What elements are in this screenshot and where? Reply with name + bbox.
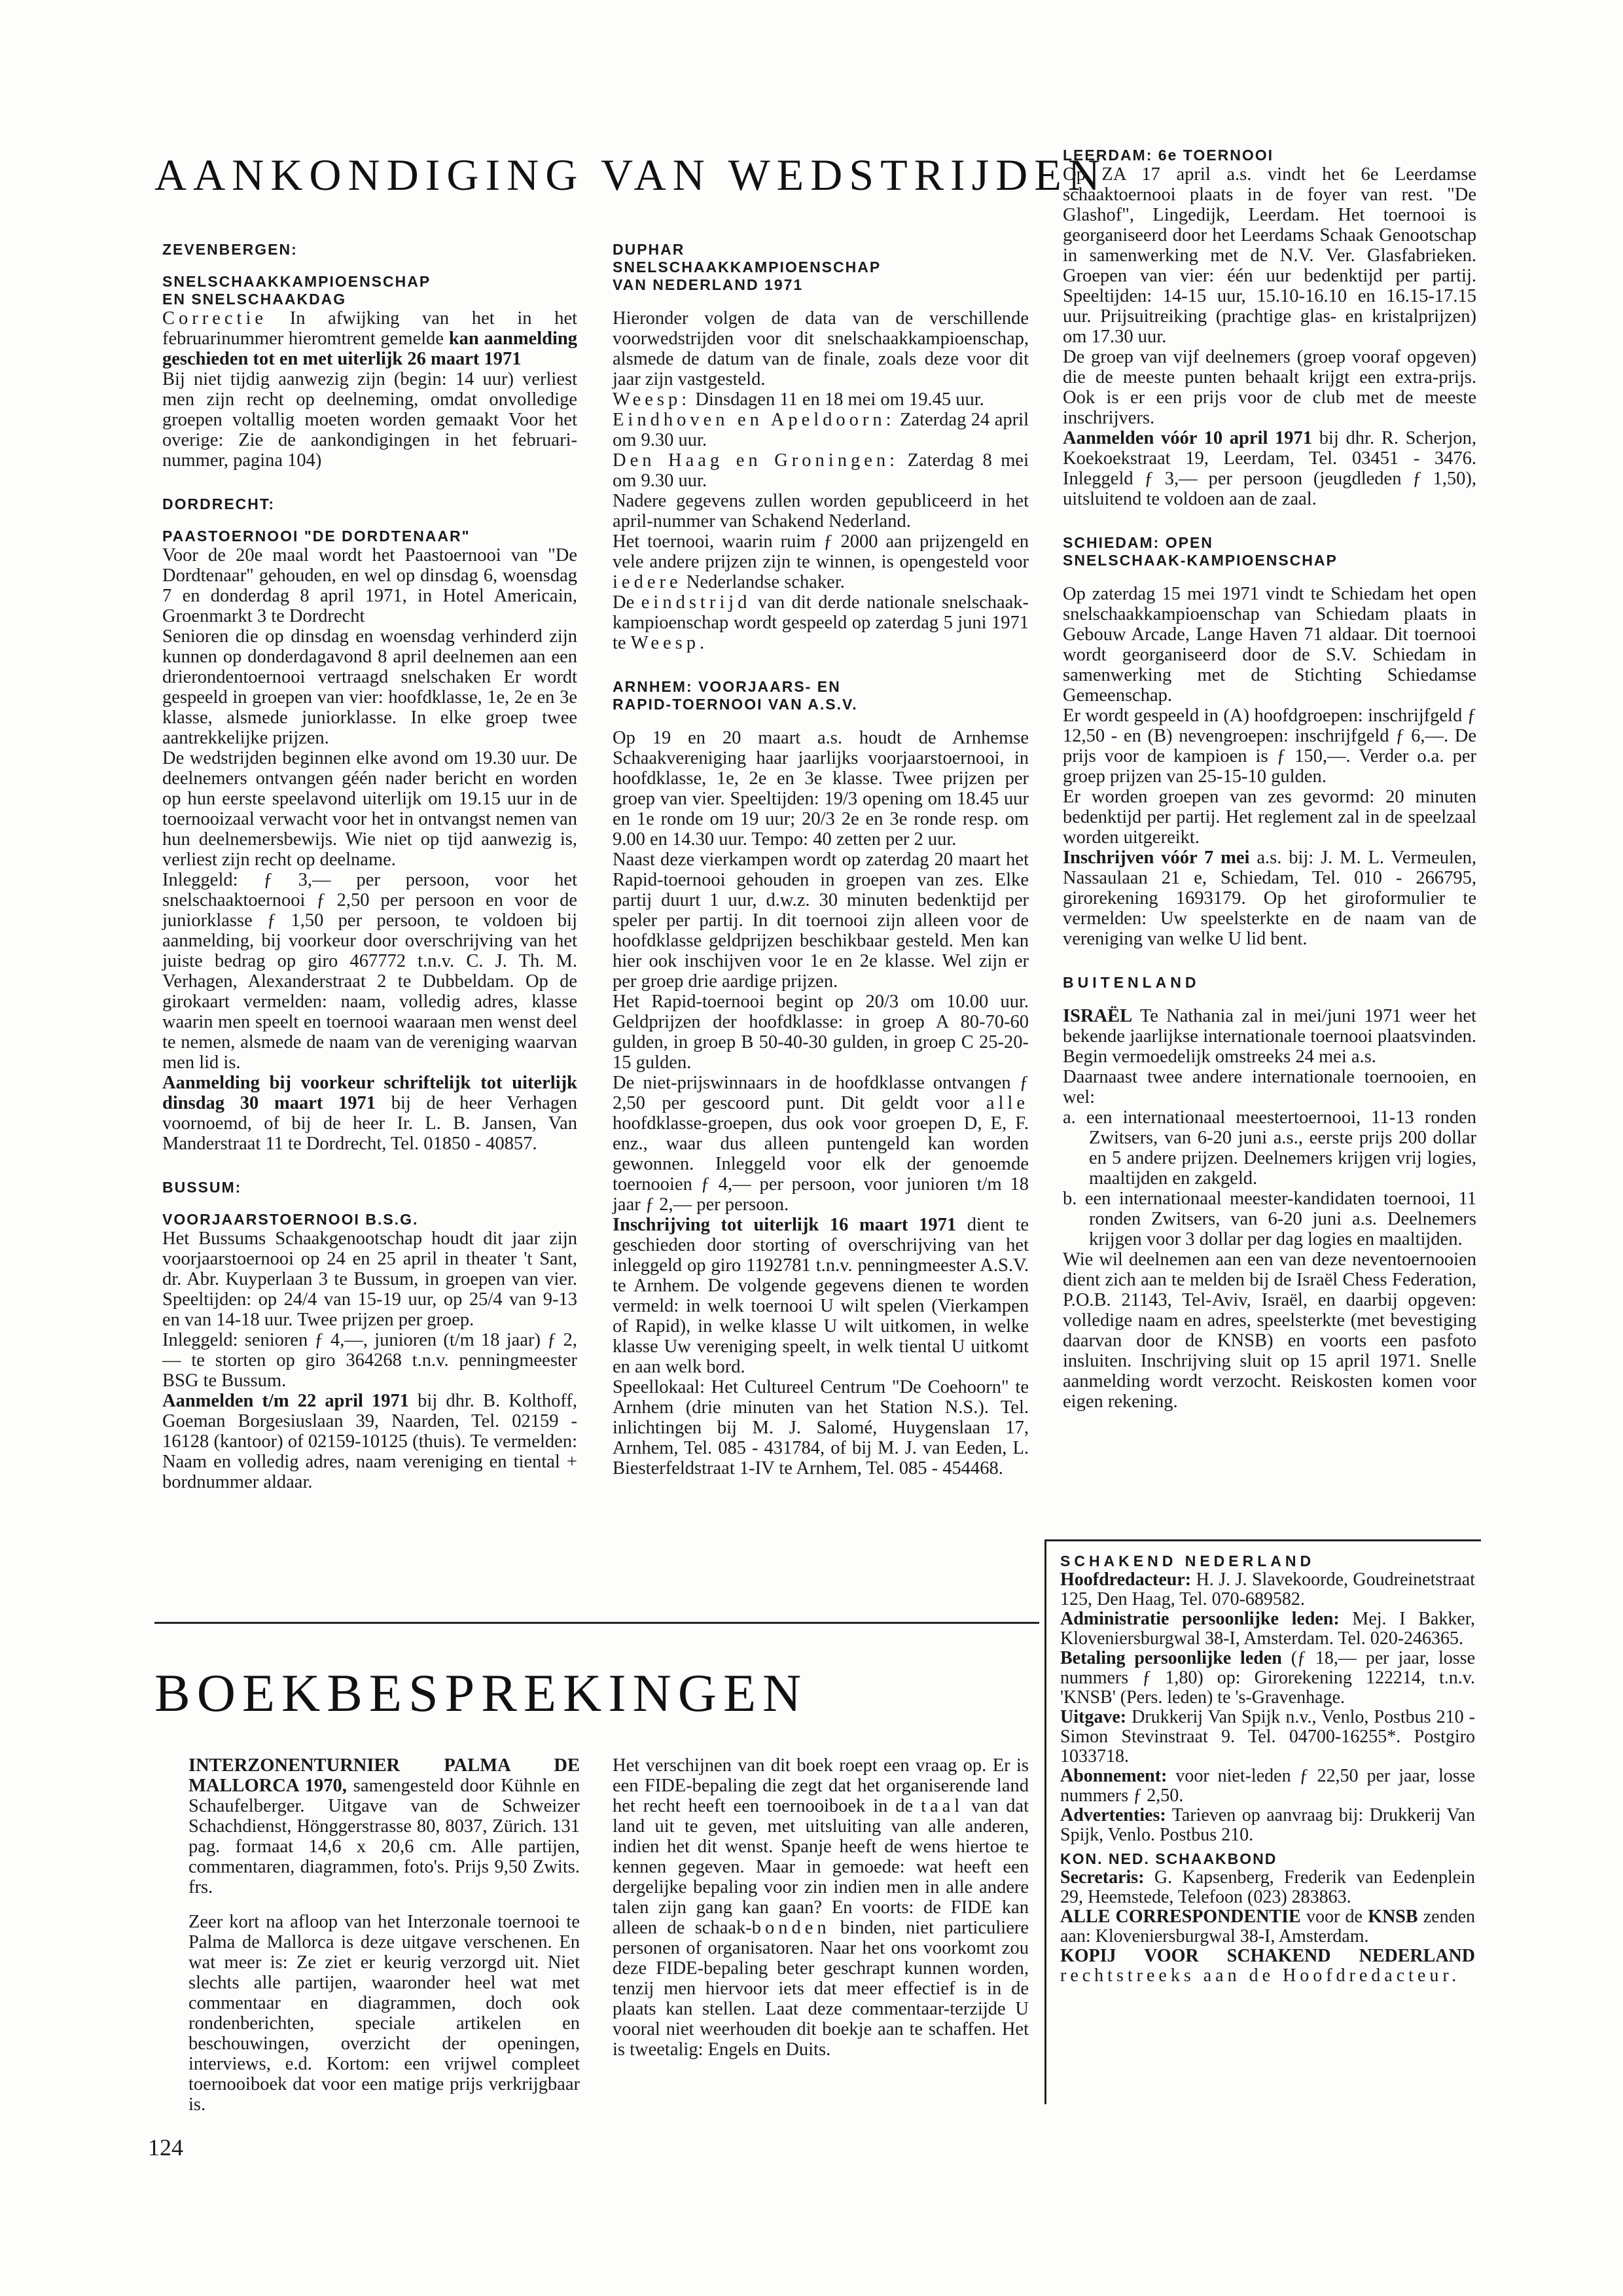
israel-p1: ISRAËL Te Nathania zal in mei/juni 1971 weer het bekende jaarlijkse internationale toernooi plaatsvinden. Begin vermoedelijk omstreeks 24 mei a.s. [1063,1006,1476,1067]
dordrecht-p4: Inleggeld: ƒ 3,— per persoon, voor het snelschaaktoernooi ƒ 2,50 per persoon en voor de juniorklasse ƒ 1,50 per persoon, te voldoen bij aanmelding, bij voorkeur door overschrijving van het juiste bedrag op giro 467772 t.n.v. C. J. Th. M. Verhagen, Alexanderstraat 2 te Dubbeldam. Op de girokaart vermelden: naam, volledig adres, klasse waarin men speelt en toernooi waaraan men wenst deel te nemen, alsmede de naam van de vereniging waarvan men lid is. [162,870,577,1073]
duphar-weesp: Weesp: Dinsdagen 11 en 18 mei om 19.45 uur. [613,389,984,410]
arnhem-p1: Op 19 en 20 maart a.s. houdt de Arnhemse Schaakvereniging haar jaarlijks voorjaarstoernooi, in hoofdklasse, 1e, 2e en 3e klasse. Twee prijzen per groep van vier. Speeltijden: 19/3 opening om 18.45 uur en 1e ronde om 19 uur; 20/3 2e en 3e ronde resp. om 9.00 en 14.30 uur. Tempo: 40 zetten per 2 uur. [613,728,1029,850]
schiedam-title-2: SNELSCHAAK-KAMPIOENSCHAP [1063,552,1338,569]
dordrecht-title: DORDRECHT: [162,495,276,512]
colophon [1060,1552,1475,1986]
schiedam-p4: Inschrijven vóór 7 mei a.s. bij: J. M. L. Vermeulen, Nassaulaan 21 e, Schiedam, Tel. 010 - 266795, girorekening 1693179. Op het giroformulier te vermelden: Uw speelsterkte en de naam van de vereniging van welke U lid bent. [1063,848,1476,949]
book-intro: INTERZONENTURNIER PALMA DE MALLORCA 1970, samengesteld door Kühnle en Schaufelberger. Uitgave van de Schweizer Schachdienst, Hönggerstrasse 80, 8037, Zürich. 131 pag. formaat 14,6 x 20,6 cm. Alle partijen, commentaren, diagrammen, foto's. Prijs 9,50 Zwits. frs. [188,1755,580,1897]
duphar-p2: Nadere gegevens zullen worden gepubliceerd in het april-nummer van Schakend Nederland. [613,491,1029,531]
zevenbergen-p2: Bij niet tijdig aanwezig zijn (begin: 14 uur) verliest men zijn recht op deelneming, omdat onvolledige groepen voltallig moeten worden gemaakt Voor het overige: Zie de aankondigingen in het februari-nummer, pagina 104) [162,369,577,471]
dordrecht-p3: De wedstrijden beginnen elke avond om 19.30 uur. De deelnemers ontvangen géén nader bericht en worden op hun eerste speelavond uiterlijk om 19.15 uur in de toernooizaal verwacht voor het in ontvangst nemen van hun deelnemersbewijs. Wie niet op tijd aanwezig is, verliest zijn recht op deelname. [162,748,577,870]
leerdam-p1: Op ZA 17 april a.s. vindt het 6e Leerdamse schaaktoernooi plaats in de foyer van rest. "De Glashof", Lingedijk, Leerdam. Het toernooi is georganiseerd door het Leerdams Schaak Genootschap in samenwerking met de N.V. Ver. Glasfabrieken. Groepen van vier: één uur bedenktijd per partij. Speeltijden: 14-15 uur, 15.10-16.10 en 16.15-17.15 uur. Prijsuitreiking (prachtige glas- en kristalprijzen) om 17.30 uur. [1063,164,1476,347]
dordrecht-p5: Aanmelding bij voorkeur schriftelijk tot uiterlijk dinsdag 30 maart 1971 bij de heer Verhagen voornoemd, of bij de heer Ir. L. B. Jansen, Van Manderstraat 11 te Dordrecht, Tel. 01850 - 40857. [162,1073,577,1154]
books-column-1 [188,1755,580,2115]
colophon-hoofdredacteur: Hoofdredacteur: H. J. J. Slavekoorde, Goudreinetstraat 125, Den Haag, Tel. 070-689582. [1060,1570,1475,1609]
arnhem-title-1: ARNHEM: VOORJAARS- EN [613,678,841,695]
arnhem-p3: Het Rapid-toernooi begint op 20/3 om 10.00 uur. Geldprijzen der hoofdklasse: in groep A 80-70-60 gulden, in groep B 50-40-30 gulden, in groep C 25-20-15 gulden. [613,992,1029,1073]
zevenbergen-title: ZEVENBERGEN: [162,241,298,258]
arnhem-p4: De niet-prijswinnaars in de hoofdklasse ontvangen ƒ 2,50 per gescoord punt. Dit geldt voor alle hoofdklasse-groepen, dus ook voor groepen D, E, F. enz., waar dus alleen puntengeld kan worden gewonnen. Inleggeld voor elk der genoemde toernooien ƒ 4,— per persoon, voor junioren t/m 18 jaar ƒ 2,— per persoon. [613,1073,1029,1215]
schiedam-title-1: SCHIEDAM: OPEN [1063,534,1213,551]
bussum-p1: Het Bussums Schaakgenootschap houdt dit jaar zijn voorjaarstoernooi op 24 en 25 april in theater 't Sant, dr. Abr. Kuyperlaan 3 te Bussum, in groepen van vier. Speeltijden: op 24/4 van 15-19 uur, op 25/4 van 9-13 en van 14-18 uur. Twee prijzen per groep. [162,1229,577,1330]
bussum-p2: Inleggeld: senioren ƒ 4,—, junioren (t/m 18 jaar) ƒ 2,— te storten op giro 364268 t.n.v. penningmeester BSG te Bussum. [162,1330,577,1391]
israel-p3: Wie wil deelnemen aan een van deze neventoernooien dient zich aan te melden bij de Israël Chess Federation, P.O.B. 21143, Tel-Aviv, Israël, en daarbij opgeven: volledige naam en adres, speelsterkte (met bevestiging daarvan door de KNSB) en voorts een pasfoto insluiten. Inschrijving sluit op 15 april 1971. Snelle aanmelding wordt verzocht. Reiskosten komen voor eigen rekening. [1063,1249,1476,1412]
israel-p2: Daarnaast twee andere internationale toernooien, en wel: [1063,1067,1476,1107]
section-divider [154,1622,1039,1624]
books-heading: BOEKBESPREKINGEN [154,1663,808,1723]
colophon-correspondentie: ALLE CORRESPONDENTIE voor de KNSB zenden aan: Kloveniersburgwal 38-I, Amsterdam. [1060,1907,1476,1946]
duphar-title-3: VAN NEDERLAND 1971 [613,276,804,293]
buitenland-title: BUITENLAND [1063,974,1200,991]
duphar-denhaag: Den Haag en Groningen: Zaterdag 8 mei om 9.30 uur. [613,450,1029,491]
main-heading: AANKONDIGING VAN WEDSTRIJDEN [154,150,1107,200]
zevenbergen-correctie: Correctie In afwijking van het in het februarinummer hieromtrent gemelde kan aanmelding geschieden tot en met uiterlijk 26 maart 1971 [162,308,578,369]
colophon-abonnement: Abonnement: voor niet-leden ƒ 22,50 per jaar, losse nummers ƒ 2,50. [1060,1766,1476,1806]
schiedam-p2: Er wordt gespeeld in (A) hoofdgroepen: inschrijfgeld ƒ 12,50 - en (B) nevengroepen: inschrijfgeld ƒ 6,—. De prijs voor de kampioen is ƒ 150,—. Verder o.a. per groep prijzen van 25-15-10 gulden. [1063,706,1476,787]
arnhem-title-2: RAPID-TOERNOOI VAN A.S.V. [613,696,858,713]
dordrecht-p2: Senioren die op dinsdag en woensdag verhinderd zijn kunnen op donderdagavond 8 april deelnemen aan een drierondentoernooi vertraagd snelschaken Er wordt gespeeld in groepen van vier: hoofdklasse, 1e, 2e en 3e klasse, alsmede juniorklasse. In elke groep twee aantrekkelijke prijzen. [162,626,577,748]
colophon-knsb: KON. NED. SCHAAKBOND [1060,1850,1277,1867]
arnhem-p5: Inschrijving tot uiterlijk 16 maart 1971 dient te geschieden door storting of overschrijving van het inleggeld op giro 1192781 t.n.v. penningmeester A.S.V. te Arnhem. De volgende gegevens dienen te worden vermeld: in welk toernooi U wilt spelen (Vierkampen of Rapid), in welke klasse U wilt uitkomen, in welke klasse Uw vereniging speelt, in welk tiental U uitkomt en aan welk bord. [613,1215,1029,1377]
arnhem-p2: Naast deze vierkampen wordt op zaterdag 20 maart het Rapid-toernooi gehouden in groepen van zes. Elke partij duurt 1 uur, d.w.z. 30 minuten bedenktijd per speler per partij. In dit toernooi zijn alleen voor de hoofdklasse geldprijzen beschikbaar gesteld. Men kan hier ook inschijven voor 1e en 2e klasse. Wel zijn er per groep drie aardige prijzen. [613,850,1029,992]
colophon-kopij: KOPIJ VOOR SCHAKEND NEDERLAND rechtstreeks aan de Hoofdredacteur. [1060,1946,1475,1986]
duphar-p3: Het toernooi, waarin ruim ƒ 2000 aan prijzengeld en vele andere prijzen zijn te winnen, is opengesteld voor iedere Nederlandse schaker. [613,531,1029,592]
israel-item-a: a. een internationaal meestertoernooi, 11-13 ronden Zwitsers, van 6-20 juni a.s., eerste prijs 200 dollar en 5 andere prijzen. Deelnemers krijgen vrij logies, maaltijden en zakgeld. [1063,1107,1476,1189]
colophon-administratie: Administratie persoonlijke leden: Mej. I Bakker, Kloveniersburgwal 38-I, Amsterdam. Tel. 020-246365. [1060,1609,1475,1649]
duphar-title-1: DUPHAR [613,241,685,258]
book-review-p1: Zeer kort na afloop van het Interzonale toernooi te Palma de Mallorca is deze uitgave verschenen. En wat meer is: Ze ziet er keurig verzorgd uit. Niet slechts alle partijen, waaronder heel wat met commentaar en diagrammen, doch ook rondenberichten, speciale artikelen en beschouwingen, overzicht der openingen, interviews, e.d. Kortom: een vrijwel compleet toernooiboek dat voor een matige prijs verkrijgbaar is. [188,1912,580,2115]
colophon-advertenties: Advertenties: Tarieven op aanvraag bij: Drukkerij Van Spijk, Venlo. Postbus 210. [1060,1805,1475,1845]
duphar-p4: De eindstrijd van dit derde nationale snelschaak-kampioenschap wordt gespeeld op zaterdag 5 juni 1971 te Weesp. [613,592,1029,653]
colophon-betaling: Betaling persoonlijke leden (ƒ 18,— per jaar, losse nummers ƒ 1,80) op: Girorekening 122214, t.n.v. 'KNSB' (Pers. leden) te 's-Gravenhage. [1060,1648,1476,1708]
israel-item-b: b. een internationaal meester-kandidaten toernooi, 11 ronden Zwitsers, van 6-20 juni a.s. Deelnemers krijgen voor 3 dollar per dag logies en maaltijden. [1063,1189,1476,1249]
duphar-title-2: SNELSCHAAKKAMPIOENSCHAP [613,259,882,276]
duphar-eindhoven: Eindhoven en Apeldoorn: Zaterdag 24 april om 9.30 uur. [613,410,1029,450]
colophon-secretaris: Secretaris: G. Kapsenberg, Frederik van Eedenplein 29, Heemstede, Telefoon (023) 283863. [1060,1867,1475,1907]
leerdam-p3: Aanmelden vóór 10 april 1971 bij dhr. R. Scherjon, Koekoekstraat 19, Leerdam, Tel. 03451 - 3476. Inleggeld ƒ 3,— per persoon (jeugdleden ƒ 1,50), uitsluitend te voldoen aan de zaal. [1063,428,1477,509]
zevenbergen-sub1: SNELSCHAAKKAMPIOENSCHAP [162,273,431,290]
column-2 [613,241,1029,1479]
schiedam-p1: Op zaterdag 15 mei 1971 vindt te Schiedam het open snelschaakkampioenschap van Schiedam plaats in Gebouw Arcade, Lange Haven 71 aldaar. Dit toernooi wordt georganiseerd door de S.V. Schiedam in samenwerking met de Stichting Schiedamse Gemeenschap. [1063,584,1476,706]
book-review-p2: Het verschijnen van dit boek roept een vraag op. Er is een FIDE-bepaling die zegt dat het organiserende land het recht heeft een toernooiboek in de taal van dat land uit te geven, met uitsluiting van alle anderen, indien het dit wenst. Spanje heeft de wens hiertoe te kennen gegeven. Maar in gemoede: wat heeft een dergelijke bepaling voor zin indien men in alle andere talen zijn gang kan gaan? En voorts: de FIDE kan alleen de schaak-bonden binden, niet particuliere personen of organisatoren. Naar het ons voorkomt zou deze FIDE-bepaling beter geschrapt kunnen worden, tenzij men hiervoor iets dat meer effectief is in de plaats kan stellen. Laat deze commentaar-terzijde U vooral niet weerhouden dit boekje aan te schaffen. Het is tweetalig: Engels en Duits. [613,1755,1029,2060]
page-number: 124 [148,2134,183,2161]
schiedam-p3: Er worden groepen van zes gevormd: 20 minuten bedenktijd per partij. Het reglement zal in de speelzaal worden uitgereikt. [1063,787,1476,848]
zevenbergen-sub2: EN SNELSCHAAKDAG [162,291,347,308]
colophon-title: SCHAKEND NEDERLAND [1060,1552,1315,1570]
bussum-title: BUSSUM: [162,1179,242,1196]
dordrecht-p1: Voor de 20e maal wordt het Paastoernooi van "De Dordtenaar" gehouden, en wel op dinsdag 6, woensdag 7 en donderdag 8 april 1971, in Hotel Americain, Groenmarkt 3 te Dordrecht [162,545,577,626]
column-1 [162,241,577,1492]
leerdam-title: LEERDAM: 6e TOERNOOI [1063,147,1274,164]
books-column-2 [613,1755,1029,2060]
column-3 [1063,147,1476,1412]
bussum-p3: Aanmelden t/m 22 april 1971 bij dhr. B. Kolthoff, Goeman Borgesiuslaan 39, Naarden, Tel. 02159 - 16128 (kantoor) of 02159-10125 (thuis). Te vermelden: Naam en volledig adres, naam vereniging en tiental + bordnummer aldaar. [162,1391,578,1492]
arnhem-p6: Speellokaal: Het Cultureel Centrum "De Coehoorn" te Arnhem (drie minuten van het Station N.S.). Tel. inlichtingen bij M. J. Salomé, Huygenslaan 17, Arnhem, Tel. 085 - 431784, of bij M. J. van Eeden, L. Biesterfeldstraat 1-IV te Arnhem, Tel. 085 - 454468. [613,1377,1029,1479]
colophon-uitgave: Uitgave: Drukkerij Van Spijk n.v., Venlo, Postbus 210 - Simon Stevinstraat 9. Tel. 04700-16255*. Postgiro 1033718. [1060,1707,1476,1767]
dordrecht-sub: PAASTOERNOOI "DE DORDTENAAR" [162,528,471,545]
leerdam-p2: De groep van vijf deelnemers (groep vooraf opgeven) die de meeste punten behaalt krijgt een extra-prijs. Ook is er een prijs voor de club met de meeste inschrijvers. [1063,347,1476,428]
bussum-sub: VOORJAARSTOERNOOI B.S.G. [162,1211,419,1228]
duphar-p1: Hieronder volgen de data van de verschillende voorwedstrijden voor dit snelschaakkampioenschap, alsmede de datum van de finale, zoals deze voor dit jaar zijn vastgesteld. [613,308,1029,389]
